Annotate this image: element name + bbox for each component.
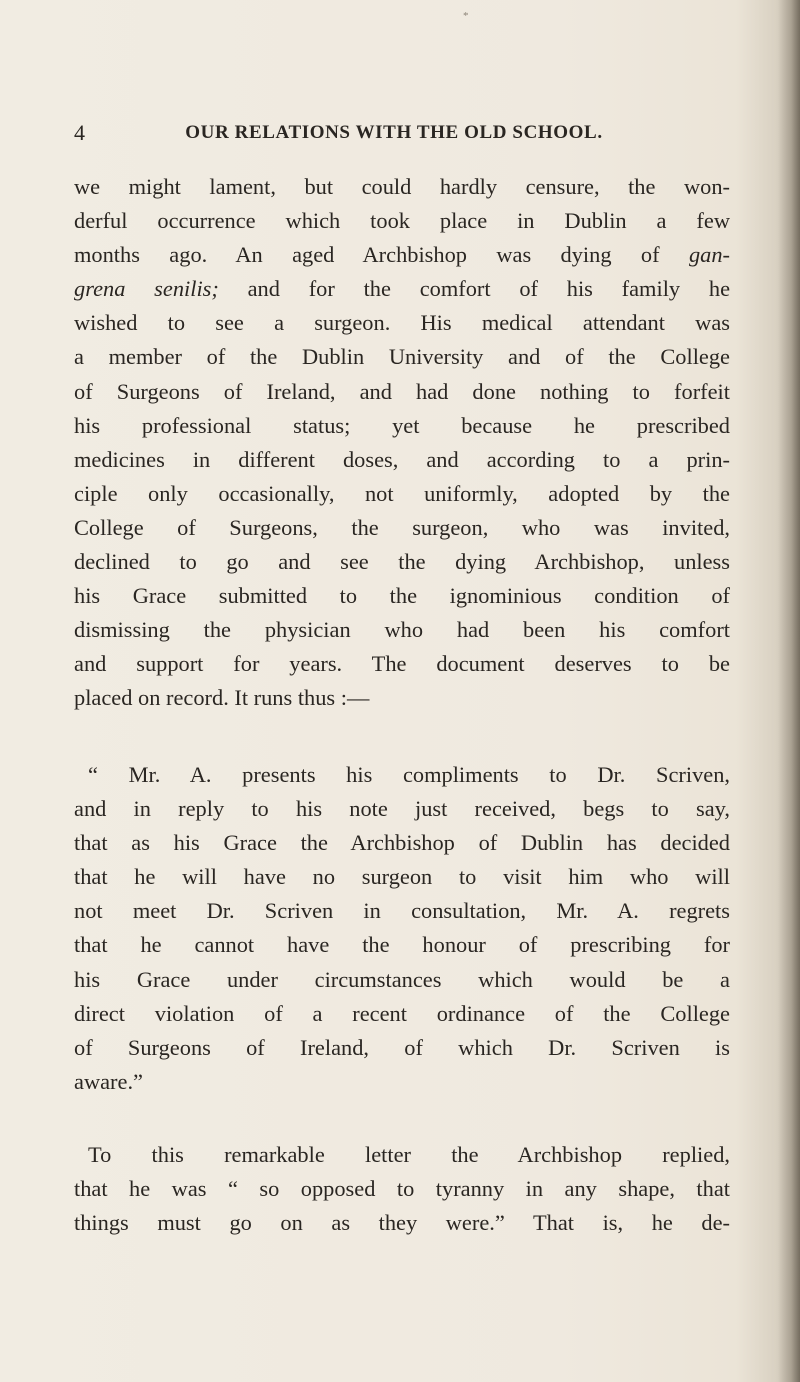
- text-line: medicines in different doses, and according to a prin-: [74, 446, 730, 472]
- paragraph-2-quoted-letter: [74, 758, 730, 1099]
- text-line: we might lament, but could hardly censure, the won-: [74, 174, 730, 199]
- text-line: of Surgeons of Ireland, and had done nothing to forfeit: [74, 378, 730, 404]
- italic-term: gan-: [688, 242, 730, 268]
- text-line: [74, 238, 730, 272]
- top-mark: *: [463, 10, 469, 22]
- text-line: that he cannot have the honour of prescribing for: [74, 932, 730, 958]
- text-line: of Surgeons of Ireland, of which Dr. Scriven is: [74, 1034, 730, 1060]
- italic-term: grena senilis;: [74, 276, 219, 302]
- text-line: direct violation of a recent ordinance of the College: [74, 1000, 730, 1026]
- text-line: wished to see a surgeon. His medical attendant was: [74, 310, 730, 336]
- text-segment: and for the comfort of his family he: [218, 276, 731, 302]
- paragraph-1: [74, 170, 730, 716]
- page-number: 4: [74, 120, 85, 145]
- text-line: [74, 272, 730, 306]
- text-line: his professional status; yet because he prescribed: [74, 412, 730, 438]
- text-line: ciple only occasionally, not uniformly, adopted by the: [74, 480, 730, 506]
- text-line: To this remarkable letter the Archbishop replied,: [88, 1142, 730, 1167]
- text-line: College of Surgeons, the surgeon, who was invited,: [74, 514, 730, 540]
- text-line: and in reply to his note just received, begs to say,: [74, 796, 730, 822]
- running-title: OUR RELATIONS WITH THE OLD SCHOOL.: [185, 122, 603, 143]
- text-line: things must go on as they were.” That is, he de-: [74, 1210, 730, 1236]
- text-line: his Grace submitted to the ignominious condition of: [74, 583, 730, 609]
- text-line: aware.”: [74, 1068, 143, 1094]
- text-segment: months ago. An aged Archbishop was dying of: [74, 242, 689, 268]
- text-line: dismissing the physician who had been his comfort: [74, 617, 730, 643]
- paragraph-3: [74, 1138, 730, 1240]
- page-edge-shadow: [778, 0, 800, 1382]
- text-line: placed on record. It runs thus :—: [74, 685, 370, 711]
- text-line: that he will have no surgeon to visit him who will: [74, 864, 730, 890]
- text-line: that he was “ so opposed to tyranny in any shape, that: [74, 1176, 730, 1202]
- text-line: and support for years. The document deserves to be: [74, 651, 730, 677]
- text-line: declined to go and see the dying Archbishop, unless: [74, 549, 730, 575]
- running-head: [74, 118, 714, 148]
- text-line: that as his Grace the Archbishop of Dublin has decided: [74, 830, 730, 856]
- text-line: not meet Dr. Scriven in consultation, Mr. A. regrets: [74, 898, 730, 924]
- text-line: a member of the Dublin University and of the College: [74, 344, 730, 370]
- text-line: “ Mr. A. presents his compliments to Dr. Scriven,: [88, 762, 730, 787]
- text-line: derful occurrence which took place in Dublin a few: [74, 208, 730, 234]
- text-line: his Grace under circumstances which would be a: [74, 966, 730, 992]
